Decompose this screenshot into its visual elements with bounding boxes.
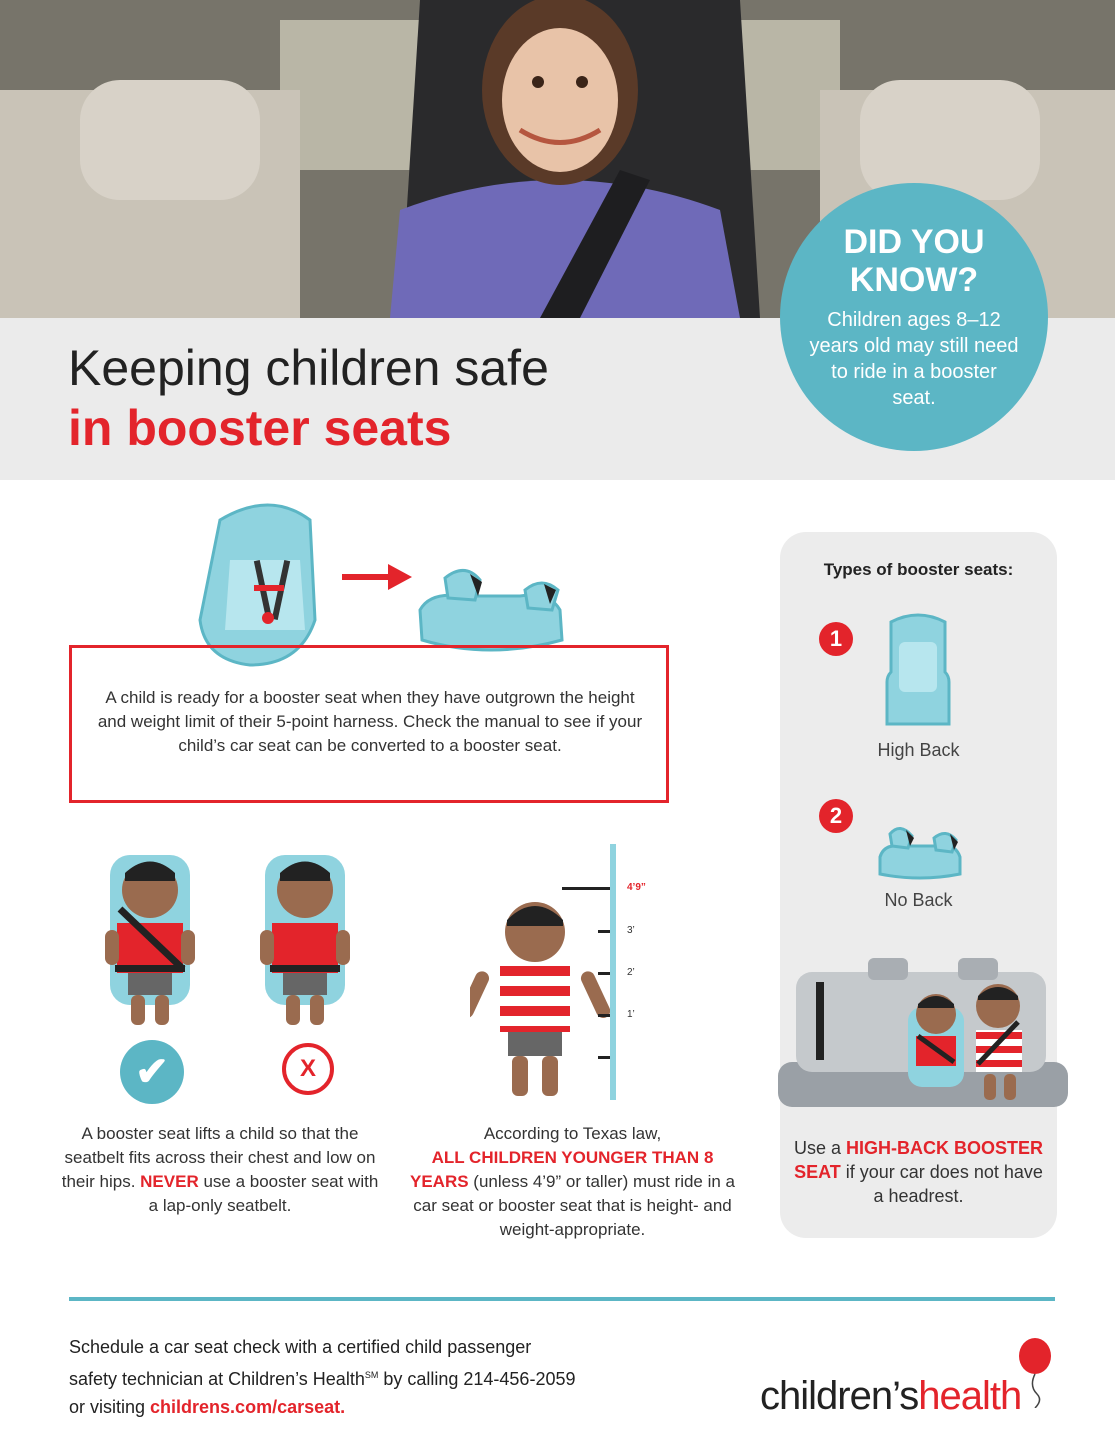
did-you-know-badge [780,183,1048,451]
standing-child-figure [470,902,612,1096]
texas-law-caption: According to Texas law, ALL CHILDREN YOUNGER THAN 8 YEARS (unless 4’9” or taller) must ride in a car seat or booster seat that is height- and weight-appropriate. [410,1124,736,1239]
did-you-know-heading: DID YOU KNOW? [843,223,985,299]
readiness-box [69,645,669,803]
high-back-label: High Back [877,740,960,760]
carseat-link[interactable]: childrens.com/carseat. [150,1397,346,1417]
number-2-badge: 2 [819,799,853,833]
x-mark-icon: X [282,1043,334,1095]
checkmark-icon: ✔ [120,1040,184,1104]
no-back-booster-icon [876,812,964,882]
backless-booster-icon [420,570,562,650]
back-seat-children-illustration [768,952,1070,1132]
childrens-health-logo: children’shealth [760,1374,1022,1418]
harness-car-seat-icon [200,505,315,665]
height-mark-1: 1’ [627,1009,635,1020]
footer-text: Schedule a car seat check with a certified child passenger safety technician at Children’s Health℠ by calling 214-456-2059 or visiting childrens.com/carseat. [69,1337,576,1417]
number-1-badge: 1 [819,622,853,656]
seatbelt-fit-caption: A booster seat lifts a child so that the seatbelt fits across their chest and low on their hips. NEVER use a booster seat with a lap-only seatbelt. [61,1124,379,1215]
balloon-icon [1015,1338,1055,1408]
high-back-note: Use a HIGH-BACK BOOSTER SEAT if your car does not have a headrest. [793,1138,1044,1206]
arrow-right-icon [342,564,412,590]
did-you-know-body: Children ages 8–12 years old may still need to ride in a booster seat. [809,309,1019,409]
incorrect-belt-child-figure [260,855,350,1025]
page-title-line1: Keeping children safe [68,340,549,396]
panel-title: Types of booster seats: [823,560,1014,579]
page-title-line2: in booster seats [68,400,452,456]
height-mark-4-9: 4’9” [627,882,646,893]
booster-types-panel [780,532,1057,1238]
readiness-text: A child is ready for a booster seat when they have outgrown the height and weight limit of their 5-point harness. Check the manual to see if your child’s car seat can be converted to a booster seat. [97,688,643,755]
footer-divider [69,1297,1055,1301]
height-chart-illustration [470,842,670,1102]
high-back-booster-icon [883,612,953,732]
no-back-label: No Back [884,890,953,910]
correct-belt-child-figure [105,855,195,1025]
height-mark-2: 2’ [627,967,635,978]
height-mark-3: 3’ [627,925,635,936]
